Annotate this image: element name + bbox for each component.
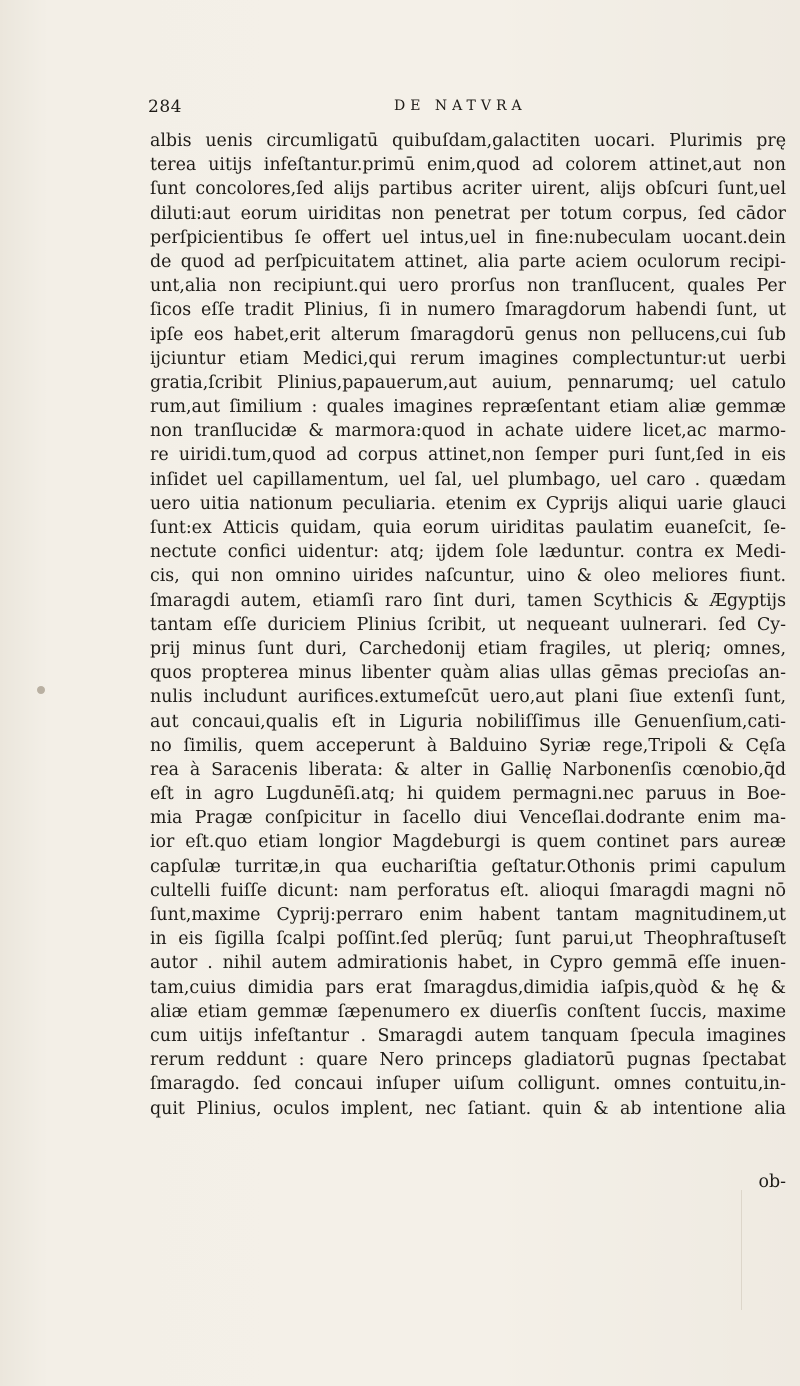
text-line: capſulæ turritæ,in qua euchariſtia geſtatur.Othonis primi capulum (150, 856, 786, 877)
running-head (148, 97, 784, 123)
text-line: non tranſlucidæ & marmora:quod in achate uidere licet,ac marmo- (150, 421, 786, 442)
text-line: nulis includunt aurifices.extumeſcūt uero,aut plani ſiue extenſi ſunt, (150, 687, 786, 708)
text-line: ipſe eos habet,erit alterum ſmaragdorū genus non pellucens,cui ſub (150, 324, 786, 345)
text-line: ijciuntur etiam Medici,qui rerum imagines complectuntur:ut uerbi (150, 348, 786, 369)
text-line: ſmaragdo. ſed concaui inſuper uiſum colligunt. omnes contuitu,in- (150, 1074, 786, 1095)
text-line: in eis ſigilla ſcalpi poſſint.ſed plerūq; ſunt parui,ut Theophraſtuseſt (150, 929, 786, 950)
text-line: gratia,ſcribit Plinius,papauerum,aut auium, pennarumq; uel catulo (150, 372, 786, 393)
text-line: uero uitia nationum peculiaria. etenim ex Cyprijs aliqui uarie glauci (150, 493, 786, 514)
text-line: ſunt concolores,ſed alijs partibus acriter uirent, alijs obſcuri ſunt,uel (150, 179, 786, 200)
text-line: cis, qui non omnino uirides naſcuntur, uino & oleo meliores fiunt. (150, 566, 786, 587)
text-line: aliæ etiam gemmæ ſæpenumero ex diuerſis conſtent ſuccis, maxime (150, 1001, 786, 1022)
text-line: ſicos eſſe tradit Plinius, ſi in numero ſmaragdorum habendi ſunt, ut (150, 300, 786, 321)
text-line: tantam eſſe duriciem Plinius ſcribit, ut nequeant uulnerari. ſed Cy- (150, 614, 786, 635)
text-line: ſunt,maxime Cyprij:perraro enim habent tantam magnitudinem,ut (150, 905, 786, 925)
text-line: albis uenis circumligatū quibuſdam,galactiten uocari. Plurimis prę (150, 131, 786, 151)
text-line: autor . nihil autem admirationis habet, in Cypro gemmā eſſe inuen- (150, 953, 786, 974)
text-line: nectute confici uidentur: atq; ijdem ſole læduntur. contra ex Medi- (150, 542, 786, 563)
text-line: quit Plinius, oculos implent, nec ſatiant. quin & ab intentione alia (150, 1098, 786, 1119)
text-line: inſidet uel capillamentum, uel ſal, uel plumbago, uel caro . quædam (150, 469, 786, 490)
paper-fold-shadow (741, 1190, 742, 1310)
page-number: 284 (148, 97, 182, 117)
text-line: tam,cuius dimidia pars erat ſmaragdus,dimidia iaſpis,quòd & hę & (150, 977, 786, 998)
text-line: diluti:aut eorum uiriditas non penetrat per totum corpus, ſed cādor (150, 203, 786, 224)
text-line: prij minus ſunt duri, Carchedonij etiam fragiles, ut pleriq; omnes, (150, 638, 786, 659)
text-line: rum,aut ſimilium : quales imagines repræſentant etiam aliæ gemmæ (150, 397, 786, 418)
text-block (150, 129, 786, 1121)
text-line: de quod ad perſpicuitatem attinet, alia parte aciem oculorum recipi- (150, 251, 786, 272)
text-line: terea uitijs infeſtantur.primū enim,quod ad colorem attinet,aut non (150, 155, 786, 176)
text-line: no ſimilis, quem acceperunt à Balduino Syriæ rege,Tripoli & Cęſa (150, 735, 786, 756)
text-line: ior eſt.quo etiam longior Magdeburgi is quem continet pars aureæ (150, 832, 786, 853)
text-line: cultelli fuiſſe dicunt: nam perforatus eſt. alioqui ſmaragdi magni nō (150, 880, 786, 901)
text-line: re uiridi.tum,quod ad corpus attinet,non ſemper puri ſunt,ſed in eis (150, 445, 786, 466)
text-line: rerum reddunt : quare Nero princeps gladiatorū pugnas ſpectabat (150, 1050, 786, 1071)
text-line: mia Pragæ conſpicitur in ſacello diui Venceſlai.dodrante enim ma- (150, 808, 786, 829)
text-line: ſunt:ex Atticis quidam, quia eorum uiriditas paulatim euaneſcit, ſe- (150, 518, 786, 538)
text-line: unt,alia non recipiunt.qui uero prorſus non tranſlucent, quales Per (150, 276, 786, 297)
text-line: aut concaui,qualis eſt in Liguria nobiliſſimus ille Genuenſium,cati- (150, 711, 786, 732)
text-line: eſt in agro Lugdunēſi.atq; hi quidem permagni.nec paruus in Boe- (150, 784, 786, 805)
text-line: quos propterea minus libenter quàm alias ullas gēmas precioſas an- (150, 663, 786, 684)
text-line: rea à Saracenis liberata: & alter in Gallię Narbonenſis cœnobio,q̄d (150, 759, 786, 780)
running-title: DE NATVRA (394, 98, 527, 114)
text-line: ſmaragdi autem, etiamſi raro ſint duri, tamen Scythicis & Ægyptijs (150, 590, 786, 611)
catchword: ob- (758, 1172, 786, 1192)
text-line: cum uitijs infeſtantur . Smaragdi autem tanquam ſpecula imagines (150, 1025, 786, 1046)
text-line: perſpicientibus ſe offert uel intus,uel in fine:nubeculam uocant.dein (150, 227, 786, 248)
paper-speck (37, 686, 45, 694)
